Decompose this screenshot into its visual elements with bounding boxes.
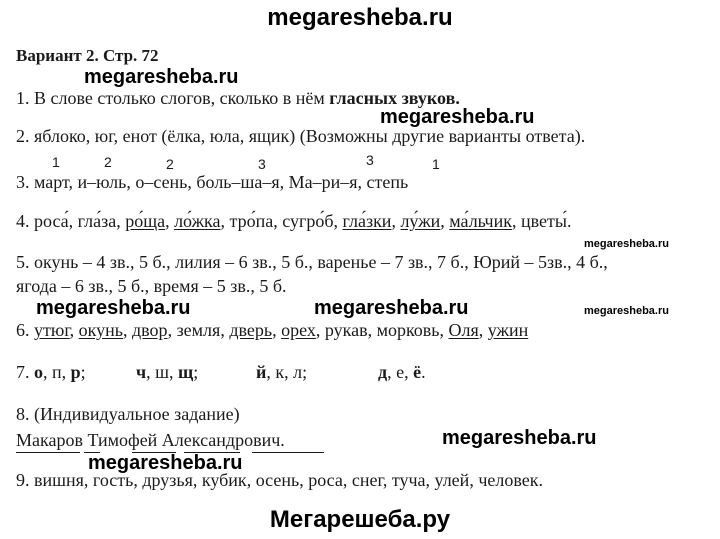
letter-group: ч, ш, щ; — [136, 362, 199, 382]
watermark: megaresheba.ru — [314, 297, 469, 319]
answer-2: 2. яблоко, юг, енот (ёлка, юла, ящик) (Возможны другие варианты ответа). — [16, 126, 586, 146]
letter: к — [275, 362, 285, 382]
word: человек — [478, 470, 539, 490]
letter: п — [52, 362, 62, 382]
letter-group: о, п, р; — [34, 362, 86, 382]
letter: е — [396, 362, 405, 382]
word: туча — [391, 470, 426, 490]
answer-7-num: 7. — [16, 362, 30, 382]
word-underlined: двор — [132, 320, 168, 340]
letter: р — [70, 362, 81, 382]
word: осень — [255, 470, 300, 490]
answer-8-name: Макаров Тимофей Александрович. — [16, 430, 285, 450]
watermark-bottom: Мегарешеба.ру — [269, 506, 451, 533]
page-title: Вариант 2. Стр. 72 — [16, 46, 159, 65]
letter: ш — [155, 362, 170, 382]
watermark: megaresheba.ru — [380, 106, 535, 128]
answer-5-line-2: ягода – 6 зв., 5 б., время – 5 зв., 5 б. — [16, 276, 287, 296]
word: земля — [176, 320, 221, 340]
syllable-count: 3 — [258, 156, 266, 172]
word-underlined: Оля — [448, 320, 479, 340]
letter: ч — [136, 362, 147, 382]
word: друзья — [142, 470, 193, 490]
answer-6: 6. утюг, окунь, двор, земля, дверь, орех, рукав, морковь, Оля, ужин — [16, 320, 529, 340]
answer-6-num: 6. — [16, 320, 30, 340]
syllable-count: 1 — [52, 154, 60, 170]
word: тро́па — [229, 211, 274, 231]
word-underlined: дверь — [229, 320, 273, 340]
letter: й — [256, 362, 267, 382]
word-underlined: лу́жи — [400, 211, 441, 231]
word: улей — [434, 470, 470, 490]
watermark-small: megaresheba.ru — [584, 238, 669, 250]
letter: л — [293, 362, 303, 382]
answer-9-num: 9. — [16, 470, 30, 490]
word: гла́за — [77, 211, 117, 231]
word-underlined: утюг — [34, 320, 70, 340]
word: роса — [308, 470, 343, 490]
letter-group: й, к, л; — [256, 362, 308, 382]
answer-3: 3. март, и–юль, о–сень, боль–ша–я, Ма–ри–я, степь — [16, 172, 409, 192]
word: рукав — [324, 320, 368, 340]
syllable-count: 3 — [366, 152, 374, 168]
syllable-count: 1 — [432, 156, 440, 172]
answer-9: 9. вишня, гость, друзья, кубик, осень, роса, снег, туча, улей, человек. — [16, 470, 543, 490]
letter: ё — [413, 362, 422, 382]
letter: о — [34, 362, 43, 382]
underline-mark — [16, 452, 80, 453]
answer-8: 8. (Индивидуальное задание) — [16, 404, 240, 424]
word-underlined: окунь — [78, 320, 124, 340]
answer-4: 4. роса́, гла́за, ро́ща, ло́жка, тро́па, сугро́б, гла́зки, лу́жи, ма́льчик, цветы́. — [16, 211, 572, 231]
underline-mark — [132, 452, 176, 453]
answer-5-line-1: 5. окунь – 4 зв., 5 б., лилия – 6 зв., 5 б., варенье – 7 зв., 7 б., Юрий – 5зв., 4 б., — [16, 252, 608, 272]
underline-mark — [84, 452, 100, 453]
watermark-small: megaresheba.ru — [584, 305, 669, 317]
letter: д — [378, 362, 388, 382]
answer-1-bold: гласных звуков. — [329, 88, 460, 108]
word-underlined: орех — [281, 320, 316, 340]
watermark: megaresheba.ru — [442, 427, 597, 449]
syllable-count: 2 — [166, 156, 174, 172]
word: снег — [351, 470, 383, 490]
word: сугро́б — [282, 211, 334, 231]
underline-mark — [184, 452, 240, 453]
word: вишня — [34, 470, 84, 490]
watermark-top: megaresheba.ru — [267, 4, 453, 31]
watermark: megaresheba.ru — [36, 297, 191, 319]
word-underlined: ужин — [487, 320, 529, 340]
word: роса́ — [34, 211, 69, 231]
answer-1-text: 1. В слове столько слогов, сколько в нём — [16, 88, 330, 108]
word: гость — [92, 470, 134, 490]
word: морковь — [376, 320, 440, 340]
letter-group: д, е, ё. — [378, 362, 426, 382]
answer-1 — [16, 88, 460, 109]
word-underlined: ма́льчик — [449, 211, 512, 231]
underline-mark — [252, 452, 324, 453]
word: цветы́ — [520, 211, 567, 231]
watermark: megaresheba.ru — [88, 452, 243, 474]
watermark: megaresheba.ru — [84, 66, 239, 88]
word-underlined: ло́жка — [174, 211, 221, 231]
word-underlined: ро́ща — [125, 211, 166, 231]
word-underlined: гла́зки — [342, 211, 392, 231]
syllable-count: 2 — [104, 154, 112, 170]
letter: щ — [178, 362, 194, 382]
answer-4-num: 4. — [16, 211, 30, 231]
word: кубик — [201, 470, 247, 490]
